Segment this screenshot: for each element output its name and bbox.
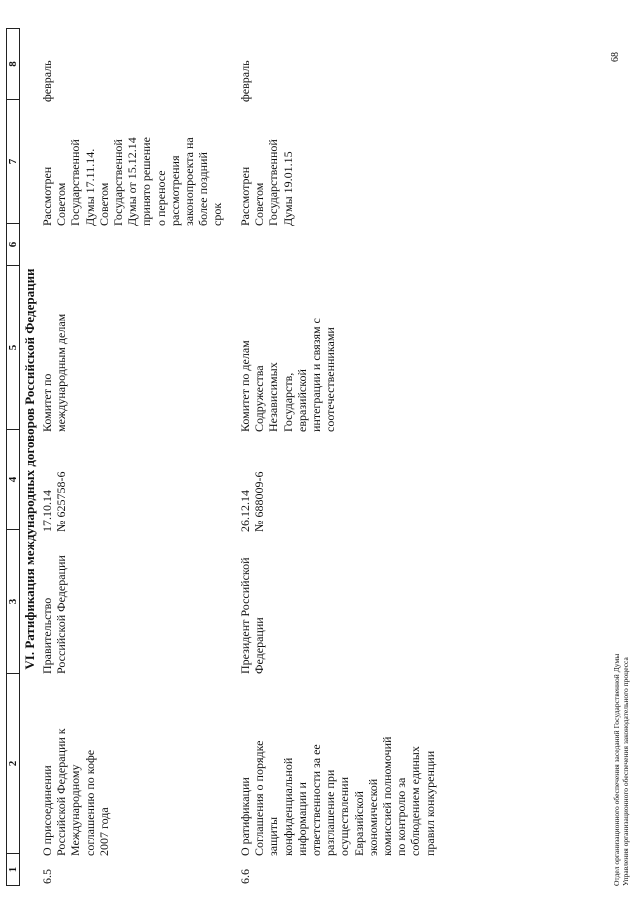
bill-title: О ратификации Соглашения о порядке защиты конфиденциальной информации и ответственности за ее разглашение при осуществлении Евразийской экономической комиссией полномочий по контролю за соблюдением единых правил конкуренции [238, 736, 437, 856]
column-number-2: 2 [7, 674, 19, 854]
footer-note: Отдел организационного обеспечения заседаний Государственной Думы Управления организационного обеспечения законодательного процесса [612, 653, 630, 886]
row-number: 6.6 [238, 869, 252, 884]
bill-date-number: 17.10.14 № 625758-6 [40, 471, 69, 532]
planned-month: февраль [40, 60, 54, 102]
rotated-table-sheet [6, 4, 640, 898]
initiator: Президент Российской Федерации [238, 557, 267, 674]
column-number-4: 4 [7, 430, 19, 530]
column-number-header [6, 28, 20, 886]
page-number: 68 [610, 52, 621, 62]
column-number-6: 6 [7, 224, 19, 266]
bill-date-number: 26.12.14 № 688009-6 [238, 471, 267, 532]
initiator: Правительство Российской Федерации [40, 555, 69, 674]
section-title: VI. Ратификация международных договоров Российской Федерации [22, 268, 37, 670]
column-number-3: 3 [7, 530, 19, 674]
column-number-7: 7 [7, 100, 19, 224]
column-number-8: 8 [7, 28, 19, 100]
column-number-5: 5 [7, 266, 19, 430]
column-number-1: 1 [7, 854, 19, 886]
responsible-committee: Комитет по международным делам [40, 313, 69, 432]
consideration-status: Рассмотрен Советом Государственной Думы 19.01.15 [238, 139, 295, 226]
planned-month: февраль [238, 60, 252, 102]
consideration-status: Рассмотрен Советом Государственной Думы 17.11.14. Советом Государственной Думы от 15.12.14 принято решение о переносе рассмотрения законопроекта на более поздний срок [40, 137, 225, 226]
responsible-committee: Комитет по делам Содружества Независимых Государств, евразийской интеграции и связям с соотечественниками [238, 318, 338, 432]
row-number: 6.5 [40, 869, 54, 884]
bill-title: О присоединении Российской Федерации к Международному соглашению по кофе 2007 года [40, 728, 111, 856]
